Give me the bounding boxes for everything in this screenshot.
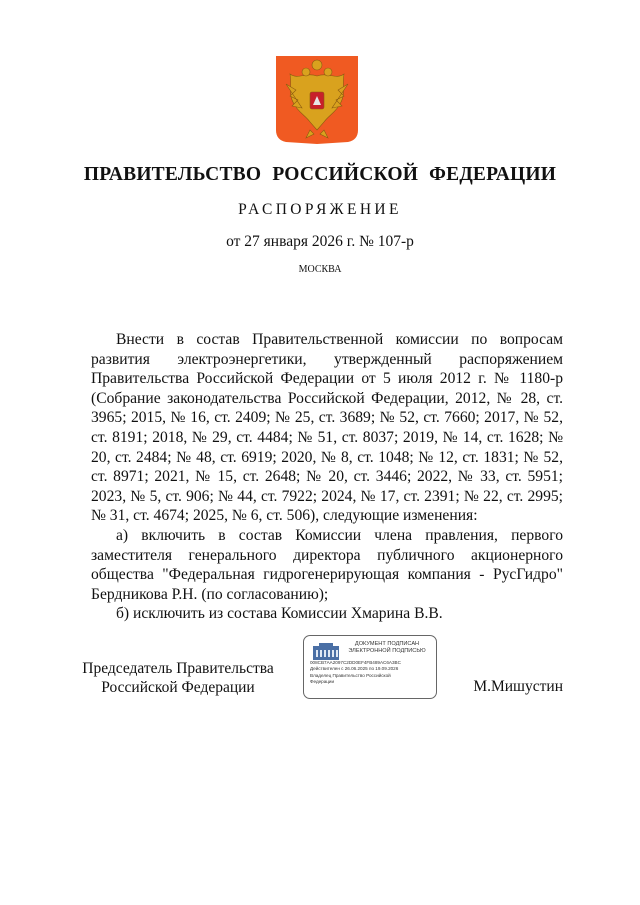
stamp-header-line1: ДОКУМЕНТ ПОДПИСАН [354, 641, 420, 647]
order-item-a: а) включить в состав Комиссии члена правления, первого заместителя генерального директора публичного акционерного общества "Федеральная гидрогенерирующая компания - РусГидро" Бердникова Р.Н. (по согласованию); [91, 526, 563, 603]
government-building-icon [311, 643, 341, 661]
order-body [91, 330, 563, 624]
stamp-validity: Действителен с 26.06.2025 по 19.09.2026 [310, 666, 399, 672]
stamp-header [340, 641, 434, 655]
signatory-position [78, 659, 278, 697]
government-title: ПРАВИТЕЛЬСТВО РОССИЙСКОЙ ФЕДЕРАЦИИ [83, 164, 557, 185]
order-paragraph: Внести в состав Правительственной комиссии по вопросам развития электроэнергетики, утвержденный распоряжением Правительства Российской Федерации от 5 июля 2012 г. № 1180-р (Собрание законодательства Российской Федерации, 2012, № 28, ст. 3965; 2015, № 16, ст. 2409; № 25, ст. 3689; № 52, ст. 7660; 2017, № 52, ст. 8191; 2018, № 29, ст. 4484; № 51, ст. 8037; 2019, № 14, ст. 1628; № 20, ст. 2484; № 48, ст. 6919; 2020, № 8, ст. 1048; № 12, ст. 1831; № 52, ст. 8971; 2021, № 15, ст. 2648; № 20, ст. 3446; 2022, № 33, ст. 5951; 2023, № 5, ст. 906; № 44, ст. 7922; 2024, № 17, ст. 2391; № 22, ст. 2995; № 31, ст. 4674; 2025, № 6, ст. 506), следующие изменения: [91, 331, 563, 525]
stamp-owner-line2: Федерации [310, 679, 335, 685]
signatory-position-line1: Председатель Правительства [82, 660, 274, 677]
electronic-signature-stamp [303, 635, 437, 699]
stamp-certificate: 008CB7AA2097C2DD0EF4FB489AC6A3BC [310, 660, 401, 665]
stamp-details [310, 660, 434, 686]
stamp-header-line2: ЭЛЕКТРОННОЙ ПОДПИСЬЮ [348, 648, 426, 654]
document-type: РАСПОРЯЖЕНИЕ [238, 201, 402, 218]
document-date-number: от 27 января 2026 г. № 107-р [226, 233, 414, 250]
document-city: МОСКВА [298, 264, 342, 275]
stamp-owner-line1: Владелец Правительство Российской [310, 672, 391, 678]
signatory-position-line2: Российской Федерации [101, 679, 255, 696]
signatory-name: М.Мишустин [473, 678, 563, 695]
coat-of-arms-icon [276, 56, 358, 144]
order-item-b: б) исключить из состава Комиссии Хмарина В.В. [116, 605, 443, 623]
